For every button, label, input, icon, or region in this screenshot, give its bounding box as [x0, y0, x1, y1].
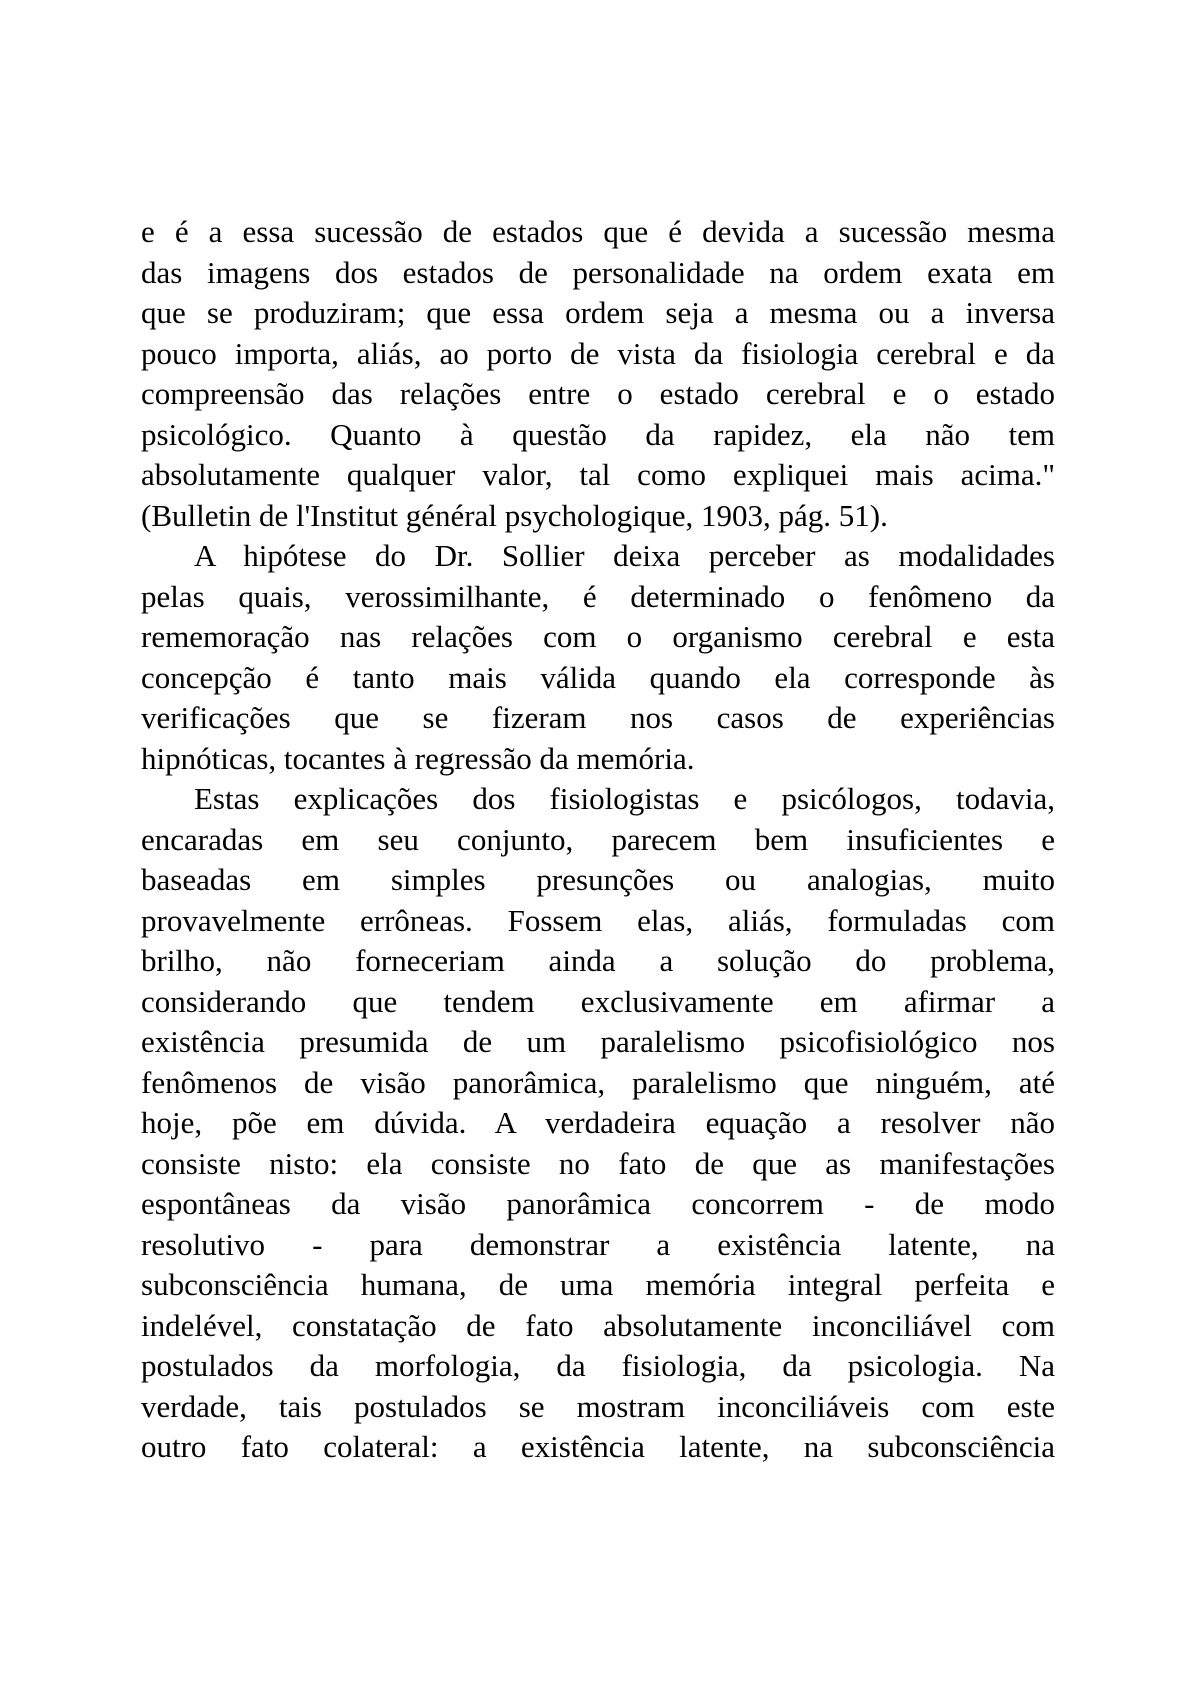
text-line: das imagens dos estados de personalidade na ordem exata em	[141, 254, 1055, 290]
text-line: fenômenos de visão panorâmica, paralelismo que ninguém, até	[141, 1064, 1055, 1100]
text-line: baseadas em simples presunções ou analogias, muito	[141, 862, 1055, 897]
text-line: encaradas em seu conjunto, parecem bem insuficientes e	[141, 821, 1055, 857]
text-line: verificações que se fizeram nos casos de experiências	[141, 700, 1055, 735]
body-text	[141, 212, 1055, 1468]
text-line: postulados da morfologia, da fisiologia, da psicologia. Na	[141, 1348, 1055, 1383]
text-line: pouco importa, aliás, ao porto de vista da fisiologia cerebral e da	[141, 335, 1055, 371]
text-line: consiste nisto: ela consiste no fato de que as manifestações	[141, 1145, 1055, 1181]
text-line: verdade, tais postulados se mostram inconciliáveis com este	[141, 1388, 1055, 1424]
text-line: considerando que tendem exclusivamente em afirmar a	[141, 983, 1055, 1019]
text-line: concepção é tanto mais válida quando ela corresponde às	[141, 659, 1055, 695]
text-line: psicológico. Quanto à questão da rapidez, ela não tem	[141, 416, 1055, 452]
text-line: espontâneas da visão panorâmica concorrem - de modo	[141, 1186, 1055, 1221]
text-line: absolutamente qualquer valor, tal como expliquei mais acima."	[141, 457, 1055, 492]
text-line: compreensão das relações entre o estado cerebral e o estado	[141, 376, 1055, 411]
text-line: pelas quais, verossimilhante, é determinado o fenômeno da	[141, 578, 1055, 614]
text-line: rememoração nas relações com o organismo cerebral e esta	[141, 619, 1055, 654]
text-line: outro fato colateral: a existência latente, na subconsciência	[141, 1429, 1055, 1464]
text-line: A hipótese do Dr. Sollier deixa perceber as modalidades	[194, 538, 1055, 573]
text-line: e é a essa sucessão de estados que é devida a sucessão mesma	[141, 214, 1055, 249]
text-line: indelével, constatação de fato absolutamente inconciliável com	[141, 1307, 1055, 1343]
text-line: resolutivo - para demonstrar a existência latente, na	[141, 1226, 1055, 1262]
text-line: que se produziram; que essa ordem seja a mesma ou a inversa	[141, 295, 1055, 330]
text-line: (Bulletin de l'Institut général psychologique, 1903, pág. 51).	[141, 497, 888, 533]
text-line: brilho, não forneceriam ainda a solução do problema,	[141, 943, 1055, 978]
text-line: hoje, põe em dúvida. A verdadeira equação a resolver não	[141, 1105, 1055, 1140]
text-line: Estas explicações dos fisiologistas e psicólogos, todavia,	[194, 781, 1055, 816]
text-line: subconsciência humana, de uma memória integral perfeita e	[141, 1267, 1055, 1302]
text-line: hipnóticas, tocantes à regressão da memória.	[141, 740, 695, 776]
text-line: existência presumida de um paralelismo psicofisiológico nos	[141, 1024, 1055, 1059]
text-line: provavelmente errôneas. Fossem elas, aliás, formuladas com	[141, 902, 1055, 938]
